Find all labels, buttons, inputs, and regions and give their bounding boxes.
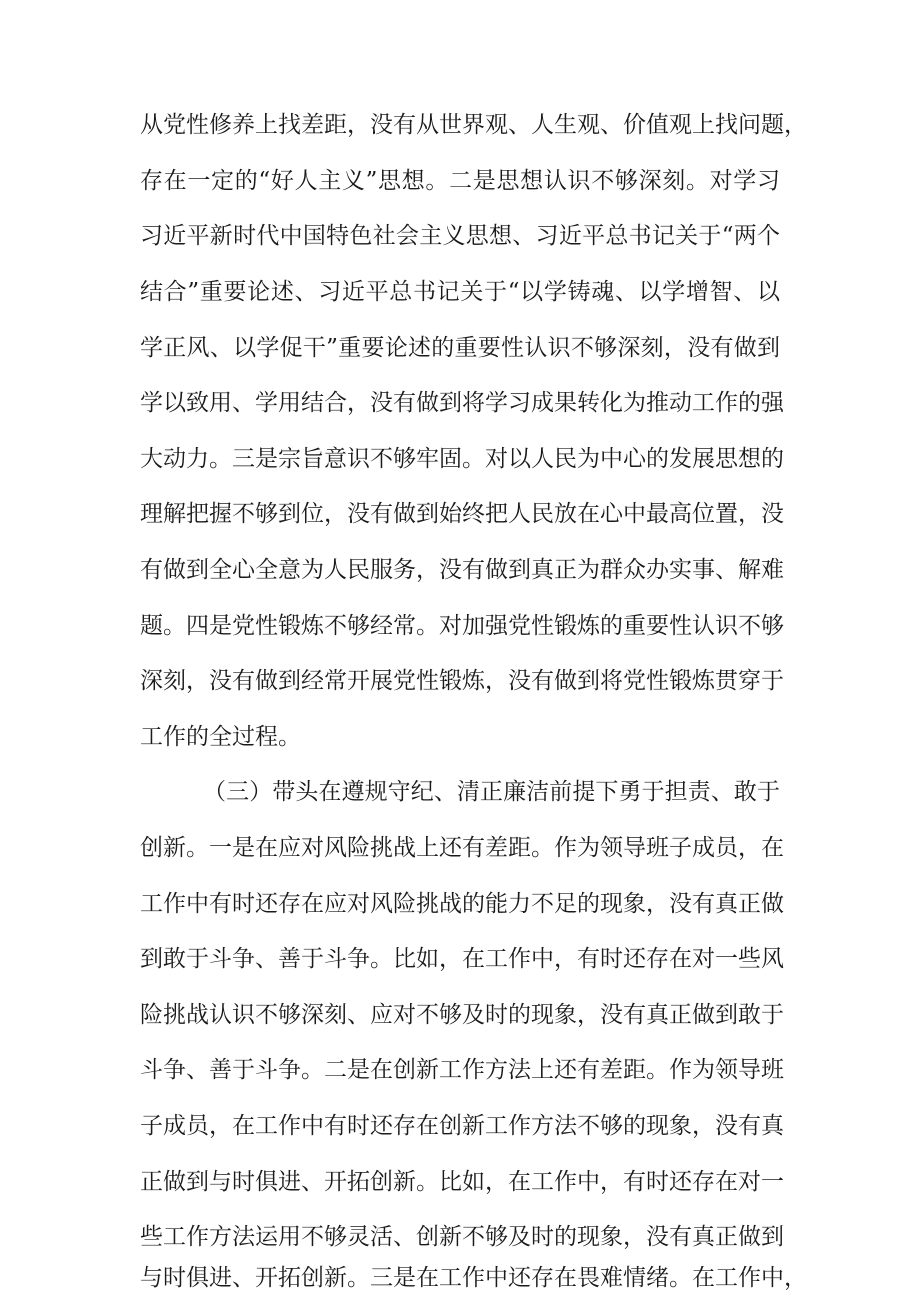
text-line: 学正风、以学促干”重要论述的重要性认识不够深刻，没有做到 [140, 335, 780, 361]
text-line: 题。四是党性锻炼不够经常。对加强党性锻炼的重要性认识不够 [140, 613, 784, 639]
text-line: 从党性修养上找差距，没有从世界观、人生观、价值观上找问题， [140, 112, 807, 138]
text-line: 大动力。三是宗旨意识不够牢固。对以人民为中心的发展思想的 [140, 446, 784, 472]
text-line: 险挑战认识不够深刻、应对不够及时的现象，没有真正做到敢于 [140, 1002, 784, 1028]
section-heading-line: （三）带头在遵规守纪、清正廉洁前提下勇于担责、敢于 [203, 779, 780, 805]
text-line: 创新。一是在应对风险挑战上还有差距。作为领导班子成员，在 [140, 835, 784, 861]
text-line: 工作中有时还存在应对风险挑战的能力不足的现象，没有真正做 [140, 891, 784, 917]
text-line: 结合”重要论述、习近平总书记关于“以学铸魂、以学增智、以 [140, 279, 780, 305]
text-line: 与时俱进、开拓创新。三是在工作中还存在畏难情绪。在工作中， [140, 1265, 807, 1291]
text-line: 理解把握不够到位，没有做到始终把人民放在心中最高位置，没 [140, 501, 784, 527]
text-line: 子成员，在工作中有时还存在创新工作方法不够的现象，没有真 [140, 1113, 784, 1139]
text-line: 到敢于斗争、善于斗争。比如，在工作中，有时还存在对一些风 [140, 946, 784, 972]
text-line: 正做到与时俱进、开拓创新。比如，在工作中，有时还存在对一 [140, 1169, 784, 1195]
text-line: 学以致用、学用结合，没有做到将学习成果转化为推动工作的强 [140, 390, 784, 416]
text-line: 习近平新时代中国特色社会主义思想、习近平总书记关于“两个 [140, 223, 780, 249]
text-line: 些工作方法运用不够灵活、创新不够及时的现象，没有真正做到 [140, 1224, 784, 1250]
text-line: 工作的全过程。 [140, 724, 301, 750]
text-line: 斗争、善于斗争。二是在创新工作方法上还有差距。作为领导班 [140, 1057, 784, 1083]
text-line: 存在一定的“好人主义”思想。二是思想认识不够深刻。对学习 [140, 168, 780, 194]
text-line: 深刻，没有做到经常开展党性锻炼，没有做到将党性锻炼贯穿于 [140, 668, 784, 694]
text-line: 有做到全心全意为人民服务，没有做到真正为群众办实事、解难 [140, 557, 784, 583]
